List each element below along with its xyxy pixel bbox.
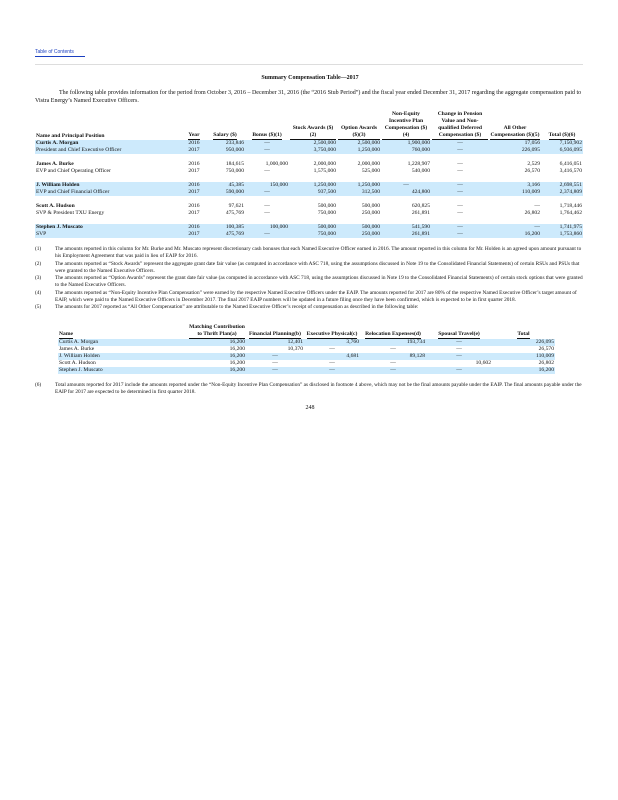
table-cell: 261,891 xyxy=(381,231,431,238)
page-number: 248 xyxy=(305,405,315,412)
column-header-label: Change in Pension Value and Non-qualified Deferred Compensation ($) xyxy=(432,111,488,140)
footnote-text: The amounts reported as “Option Awards” represent the grant date fair value (as computed in accordance with ASC 718, using the assumptions discussed in Note 19 to the Consolidated Financial Statements) of certain stock options that were granted to the Named Executive Officers. xyxy=(55,275,583,289)
footnote-number: (2) xyxy=(35,260,42,267)
column-header-label: Option Awards ($)(3) xyxy=(338,125,380,140)
column-header xyxy=(426,324,492,339)
table-cell: — xyxy=(264,210,270,216)
column-header xyxy=(289,111,337,140)
table-cell: — xyxy=(390,345,396,352)
table-cell: — xyxy=(264,203,270,209)
page-title: Summary Compensation Table—2017 xyxy=(261,75,359,81)
officer-position: EVP and Chief Financial Officer xyxy=(35,189,183,196)
table-cell: 100,000 xyxy=(245,224,289,231)
column-header xyxy=(205,111,245,140)
spacer xyxy=(35,217,583,224)
footnote xyxy=(35,290,585,305)
spacer-row xyxy=(35,196,583,203)
column-header xyxy=(183,111,205,140)
table-cell: 1,228,907 xyxy=(407,161,430,167)
table-cell: 2016 xyxy=(188,203,200,209)
officer-position: President and Chief Executive Officer xyxy=(35,147,183,154)
table-cell: 3,166 xyxy=(489,182,541,189)
column-header-label: All Other Compensation ($)(5) xyxy=(490,125,540,138)
table-cell: 937,500 xyxy=(289,189,337,196)
table-cell: 184,615 xyxy=(225,161,244,167)
footnote xyxy=(35,261,585,276)
table-cell: James A. Burke xyxy=(59,345,95,352)
table-cell: 226,095 xyxy=(489,147,541,154)
table-cell: 312,500 xyxy=(337,189,381,196)
officer-name: Curtis A. Morgan xyxy=(35,140,183,147)
table-cell: 193,734 xyxy=(360,339,426,346)
footnote-number: (4) xyxy=(35,289,42,296)
column-header xyxy=(381,111,431,140)
spacer-row xyxy=(35,217,583,224)
table-cell: 110,009 xyxy=(489,189,541,196)
divider xyxy=(35,64,583,65)
column-header-label: Matching Contribution to Thrift Plan(a) xyxy=(189,323,245,337)
column-header-label: Relocation Expenses(d) xyxy=(365,330,421,337)
table-cell: 1,575,000 xyxy=(313,168,336,174)
table-cell: 2,500,000 xyxy=(289,140,337,147)
officer-position: SVP xyxy=(35,231,183,238)
column-header xyxy=(245,111,289,140)
table-cell: 226,095 xyxy=(492,339,555,346)
table-row xyxy=(35,231,583,238)
footnote-number: (5) xyxy=(35,304,42,311)
table-cell: 500,000 xyxy=(317,203,336,209)
column-header-label: Name xyxy=(59,330,73,337)
column-header-label: Spousal Travel(e) xyxy=(438,330,480,337)
column-header xyxy=(489,111,541,140)
footnote-number: (6) xyxy=(35,381,42,388)
footnote-6 xyxy=(35,382,585,397)
officer-name: Stephen J. Muscato xyxy=(35,224,183,231)
table-cell: — xyxy=(457,168,463,174)
table-cell: — xyxy=(390,359,396,366)
column-header xyxy=(431,111,489,140)
column-header-label: Total ($)(6) xyxy=(548,132,576,138)
column-header xyxy=(58,324,188,339)
table-cell: 760,000 xyxy=(381,147,431,154)
table-row xyxy=(35,168,583,175)
table-cell: 541,590 xyxy=(381,224,431,231)
column-header-label: Non-Equity Incentive Plan Compensation ($)(4) xyxy=(382,111,430,140)
table-cell: 1,000,000 xyxy=(265,161,288,167)
table-cell: 16,200 xyxy=(188,339,246,346)
table-cell: 2,529 xyxy=(527,161,540,167)
footnote xyxy=(35,304,585,311)
table-cell: — xyxy=(245,189,289,196)
table-cell: 1,250,000 xyxy=(337,182,381,189)
table-cell: — xyxy=(360,367,426,374)
footnote-number: (3) xyxy=(35,275,42,282)
intro-paragraph: The following table provides information for the period from October 3, 2016 – December 31, 2016 (the “2016 Stub Period”) and the fiscal year ended December 31, 2017 regarding the aggregate compensation paid to Vistra Energy’s Named Executive Officers. xyxy=(35,90,582,104)
summary-compensation-table xyxy=(35,111,583,238)
table-cell: 250,000 xyxy=(337,231,381,238)
table-cell: Stephen J. Muscato xyxy=(58,367,188,374)
table-cell: 16,200 xyxy=(489,231,541,238)
table-cell: 6,416,051 xyxy=(559,161,582,167)
column-header-label: Total xyxy=(517,330,530,337)
table-row xyxy=(58,360,555,367)
table-cell: 2,500,000 xyxy=(337,140,381,147)
table-cell: 2016 xyxy=(183,224,205,231)
officer-name: J. William Holden xyxy=(35,182,183,189)
table-cell: — xyxy=(456,345,462,352)
spacer-row xyxy=(35,175,583,182)
table-cell: 2017 xyxy=(183,147,205,154)
column-header-label: Executive Physical(c) xyxy=(306,330,358,337)
table-cell: 17,056 xyxy=(489,140,541,147)
spacer xyxy=(35,175,583,182)
table-cell: — xyxy=(329,359,335,366)
table-cell: 2,000,000 xyxy=(313,161,336,167)
table-row xyxy=(35,189,583,196)
table-cell: 525,000 xyxy=(361,168,380,174)
table-cell: 100,385 xyxy=(205,224,245,231)
table-cell: 1,741,975 xyxy=(541,224,583,231)
table-cell: Curtis A. Morgan xyxy=(58,339,188,346)
table-cell: 3,750,000 xyxy=(289,147,337,154)
table-cell: 540,000 xyxy=(411,168,430,174)
footnote xyxy=(35,246,585,261)
table-cell: 3,416,570 xyxy=(559,168,582,174)
table-cell: 16,200 xyxy=(229,359,245,366)
table-cell: — xyxy=(426,339,492,346)
table-cell: — xyxy=(534,203,540,209)
column-header-label: Stock Awards ($)(2) xyxy=(290,125,336,140)
table-cell: 500,000 xyxy=(337,224,381,231)
table-cell: — xyxy=(245,231,289,238)
table-cell: 89,128 xyxy=(360,353,426,360)
table-row xyxy=(35,224,583,231)
spacer xyxy=(35,154,583,161)
table-cell: 424,800 xyxy=(381,189,431,196)
column-header xyxy=(304,324,360,339)
table-cell: — xyxy=(329,345,335,352)
table-cell: 2017 xyxy=(188,210,200,216)
officer-position: SVP & President TXU Energy xyxy=(36,210,105,216)
table-cell: 500,000 xyxy=(361,203,380,209)
table-cell: 1,250,000 xyxy=(289,182,337,189)
table-cell: 1,718,446 xyxy=(559,203,582,209)
table-cell: 1,764,462 xyxy=(559,210,582,216)
table-cell: 500,000 xyxy=(289,224,337,231)
table-cell: 620,825 xyxy=(411,203,430,209)
table-cell: — xyxy=(304,367,360,374)
table-row xyxy=(58,339,555,346)
column-header xyxy=(188,324,246,339)
footnote-number: (1) xyxy=(35,246,42,252)
table-of-contents-link[interactable]: Table of Contents xyxy=(35,49,85,57)
all-other-compensation-table xyxy=(58,324,555,374)
table-cell: 4,681 xyxy=(304,353,360,360)
table-cell: 261,891 xyxy=(411,210,430,216)
table-cell: 6,936,095 xyxy=(541,147,583,154)
footnote-text: Total amounts reported for 2017 include the amounts reported under the “Non-Equity Incentive Plan Compensation” as disclosed in footnote 4 above, which may not be the final amounts payable under the EAIP. The final amounts payable under the EAIP for 2017 are expected to be determined in first quarter 2018. xyxy=(55,381,582,395)
table-cell: 2016 xyxy=(183,182,205,189)
table-cell: 590,000 xyxy=(205,189,245,196)
table-cell: 26,570 xyxy=(524,168,540,174)
table-cell: — xyxy=(426,367,492,374)
column-header-label: Year xyxy=(188,132,200,138)
table-cell: — xyxy=(431,140,489,147)
officer-name: Scott A. Hudson xyxy=(36,203,75,209)
table-row xyxy=(58,346,555,353)
table-cell: 2,374,809 xyxy=(541,189,583,196)
table-cell: J. William Holden xyxy=(58,353,188,360)
table-row xyxy=(35,210,583,217)
table-row xyxy=(35,182,583,189)
column-header-label: Name and Principal Position xyxy=(36,133,105,139)
column-header xyxy=(35,111,183,140)
officer-name: James A. Burke xyxy=(36,161,74,167)
table-cell: — xyxy=(246,367,304,374)
table-cell: 26,570 xyxy=(538,345,554,352)
table-cell: 16,200 xyxy=(188,367,246,374)
footnotes xyxy=(35,246,585,312)
table-cell: 250,000 xyxy=(361,210,380,216)
table-cell: 2016 xyxy=(183,140,205,147)
footnote-text: The amounts reported as “Non-Equity Incentive Plan Compensation” were earned by the respective Named Executive Officers under the EAIP. The amounts reported for 2017 are 80% of the respective Named Executive Officer’s target amount of EAIP, which were paid to the Named Executive Officers in December 2017. The final 2017 EAIP numbers will be updated in a future filing once they have been confirmed, which is expected to be in first quarter 2018. xyxy=(55,289,577,304)
table-cell: — xyxy=(489,224,541,231)
table-cell: — xyxy=(457,161,463,167)
table-row xyxy=(35,140,583,147)
table-cell: 10,370 xyxy=(287,345,303,352)
table-cell: 2,000,000 xyxy=(357,161,380,167)
table-cell: — xyxy=(431,182,489,189)
table-cell: — xyxy=(431,224,489,231)
table-cell: 7,150,902 xyxy=(541,140,583,147)
table-cell: 233,846 xyxy=(205,140,245,147)
table-cell: 475,769 xyxy=(205,231,245,238)
table-cell: — xyxy=(264,168,270,174)
footnote-text: The amounts reported in this column for Mr. Burke and Mr. Muscato represent discretionary cash bonuses that each Named Executive Officer earned in 2016. The amount reported in this column for Mr. Holden is an agreed upon amount pursuant to his Employment Agreement that was paid in lieu of EAIP for 2016. xyxy=(55,246,582,260)
table-cell: 16,200 xyxy=(229,345,245,352)
table-cell: 2017 xyxy=(188,168,200,174)
table-row xyxy=(58,367,555,374)
table-cell: — xyxy=(272,359,278,366)
table-cell: 2016 xyxy=(188,161,200,167)
officer-position: EVP and Chief Operating Officer xyxy=(36,168,111,174)
spacer-row xyxy=(35,154,583,161)
table-cell: 750,000 xyxy=(317,210,336,216)
table-row xyxy=(35,203,583,210)
table-cell: 16,200 xyxy=(188,353,246,360)
table-cell: 45,385 xyxy=(205,182,245,189)
table-cell: 26,802 xyxy=(524,210,540,216)
table-cell: — xyxy=(431,189,489,196)
column-header xyxy=(337,111,381,140)
column-header xyxy=(492,324,555,339)
column-header-label: Bonus ($)(1) xyxy=(252,132,282,138)
table-cell: — xyxy=(457,210,463,216)
table-cell: 950,000 xyxy=(205,147,245,154)
table-cell: 97,621 xyxy=(228,203,244,209)
table-cell: 2017 xyxy=(183,189,205,196)
table-cell: — xyxy=(245,140,289,147)
table-cell: 3,760 xyxy=(304,339,360,346)
column-header xyxy=(360,324,426,339)
spacer xyxy=(35,196,583,203)
table-cell: 2,698,551 xyxy=(541,182,583,189)
table-cell: 1,250,000 xyxy=(337,147,381,154)
table-cell: — xyxy=(381,182,431,189)
table-cell: 1,900,000 xyxy=(381,140,431,147)
footnote-text: The amounts reported as “Stock Awards” represent the aggregate grant date fair value (as computed in accordance with ASC 718, using the assumptions discussed in Note 19 to the Consolidated Financial Statements) of certain RSUs and PSUs that were granted to the Named Executive Officers. xyxy=(55,260,580,274)
table-cell: 2017 xyxy=(183,231,205,238)
table-cell: — xyxy=(246,353,304,360)
table-cell: 10,602 xyxy=(475,359,491,366)
table-row xyxy=(58,353,555,360)
page-content xyxy=(35,49,585,412)
table-cell: 16,200 xyxy=(492,367,555,374)
table-cell: 150,000 xyxy=(245,182,289,189)
column-header-label: Salary ($) xyxy=(213,132,237,138)
table-cell: 475,769 xyxy=(225,210,244,216)
table-cell: — xyxy=(431,147,489,154)
table-row xyxy=(35,147,583,154)
table-cell: — xyxy=(457,203,463,209)
table-cell: 750,000 xyxy=(289,231,337,238)
table-cell: 1,753,860 xyxy=(541,231,583,238)
table-cell: 26,802 xyxy=(538,359,554,366)
column-header xyxy=(246,324,304,339)
table-cell: Scott A. Hudson xyxy=(59,359,96,366)
footnote-text: The amounts for 2017 reported as “All Other Compensation” are attributable to the Named Executive Officer’s receipt of compensation as described in the following table: xyxy=(55,304,419,311)
table-cell: — xyxy=(426,353,492,360)
table-row xyxy=(35,161,583,168)
table-cell: 750,000 xyxy=(225,168,244,174)
column-header xyxy=(541,111,583,140)
column-header-label: Financial Planning(b) xyxy=(248,330,302,337)
table-cell: — xyxy=(245,147,289,154)
table-cell: — xyxy=(431,231,489,238)
table-cell: 12,401 xyxy=(246,339,304,346)
table-cell: 110,009 xyxy=(492,353,555,360)
footnote xyxy=(35,275,585,290)
